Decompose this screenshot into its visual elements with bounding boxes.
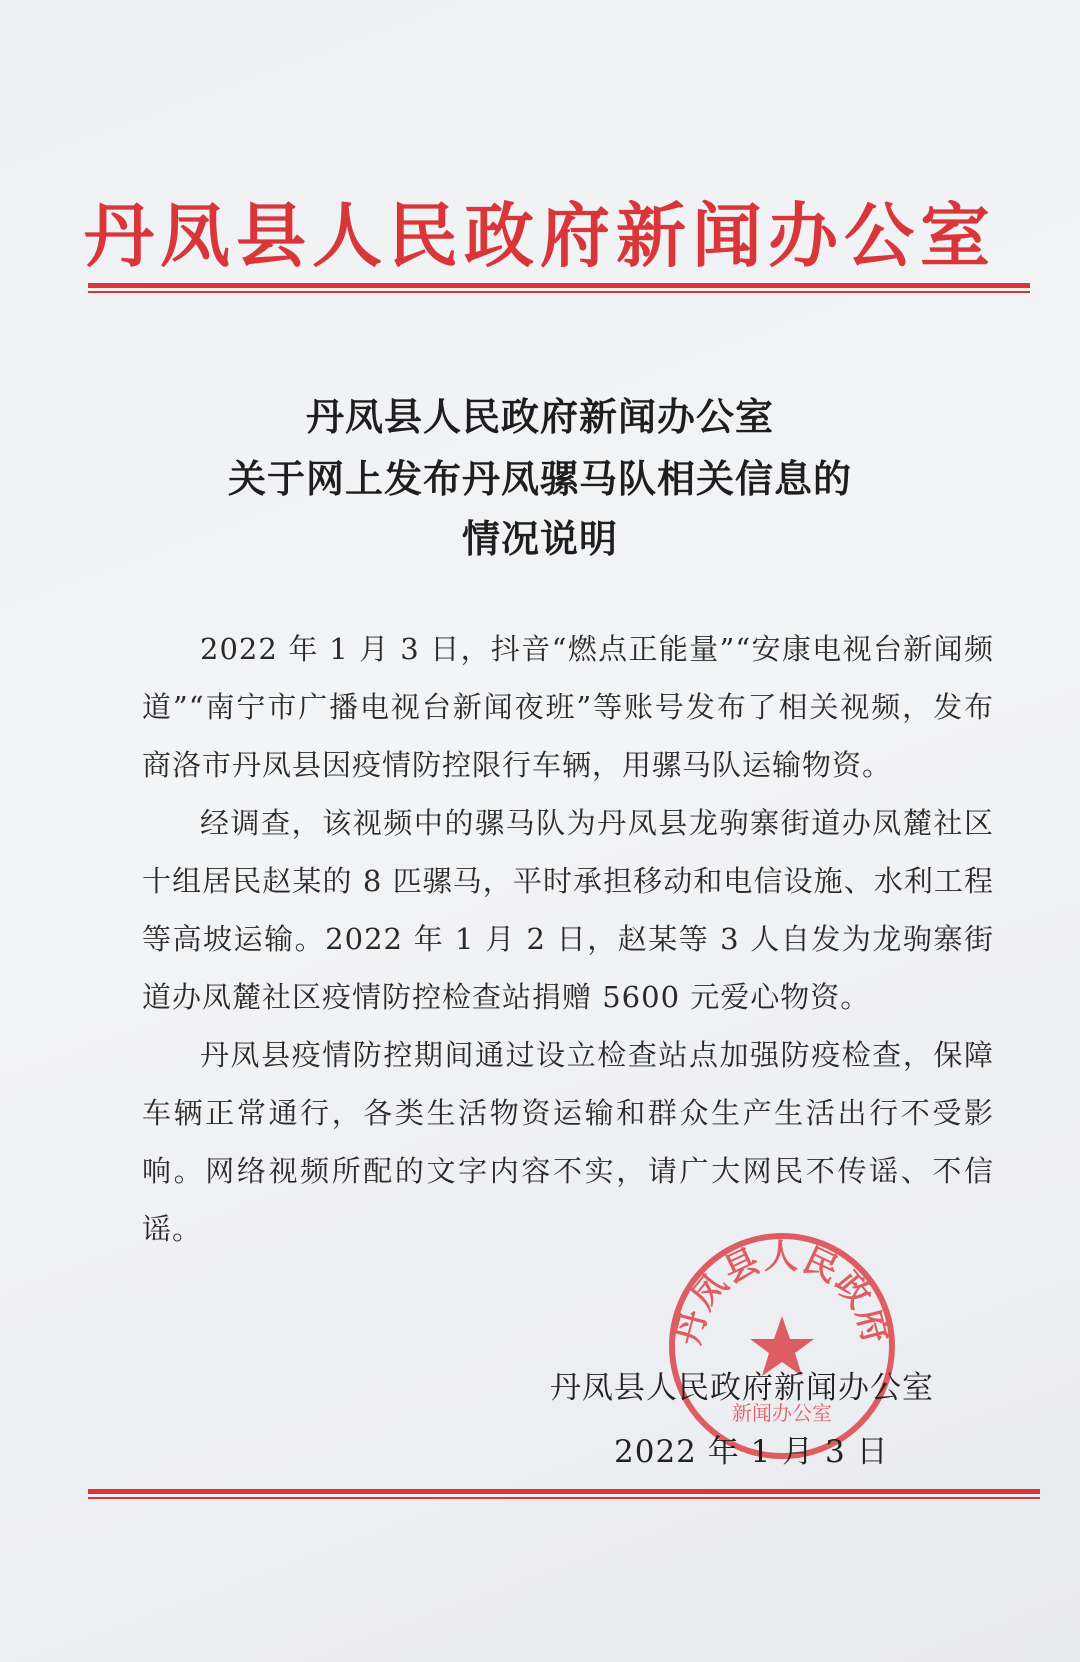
document-body [142, 620, 994, 1258]
document-title-line-2: 关于网上发布丹凤骡马队相关信息的 [227, 456, 852, 501]
masthead-rule-thin [88, 291, 1030, 293]
signature-date: 2022 年 1 月 3 日 [614, 1434, 889, 1470]
document-title-line-1: 丹凤县人民政府新闻办公室 [305, 394, 774, 439]
body-paragraph-3: 丹凤县疫情防控期间通过设立检查站点加强防疫检查，保障车辆正常通行，各类生活物资运输和群众生产生活出行不受影响。网络视频所配的文字内容不实，请广大网民不传谣、不信谣。 [142, 1038, 994, 1246]
seal-bottom-text: 新闻办公室 [732, 1401, 832, 1425]
body-paragraph-2: 经调查，该视频中的骡马队为丹凤县龙驹寨街道办凤麓社区十组居民赵某的 8 匹骡马，平时承担移动和电信设施、水利工程等高坡运输。2022 年 1 月 2 日，赵某等 3 人自发为龙驹寨街道办凤麓社区疫情防控检查站捐赠 5600 元爱心物资。 [142, 806, 994, 1014]
body-paragraph-1: 2022 年 1 月 3 日，抖音“燃点正能量”“安康电视台新闻频道”“南宁市广播电视台新闻夜班”等账号发布了相关视频，发布商洛市丹凤县因疫情防控限行车辆，用骡马队运输物资。 [142, 632, 994, 782]
masthead-title: 丹凤县人民政府新闻办公室 [84, 195, 996, 277]
signature-organization: 丹凤县人民政府新闻办公室 [550, 1370, 934, 1406]
document-title-line-3: 情况说明 [461, 516, 618, 561]
masthead-rule-thick [88, 283, 1030, 288]
footer-rule-thin [88, 1497, 1040, 1499]
footer-rule-thick [88, 1489, 1040, 1494]
seal-arc-text: 丹凤县人民政府 [668, 1237, 896, 1350]
